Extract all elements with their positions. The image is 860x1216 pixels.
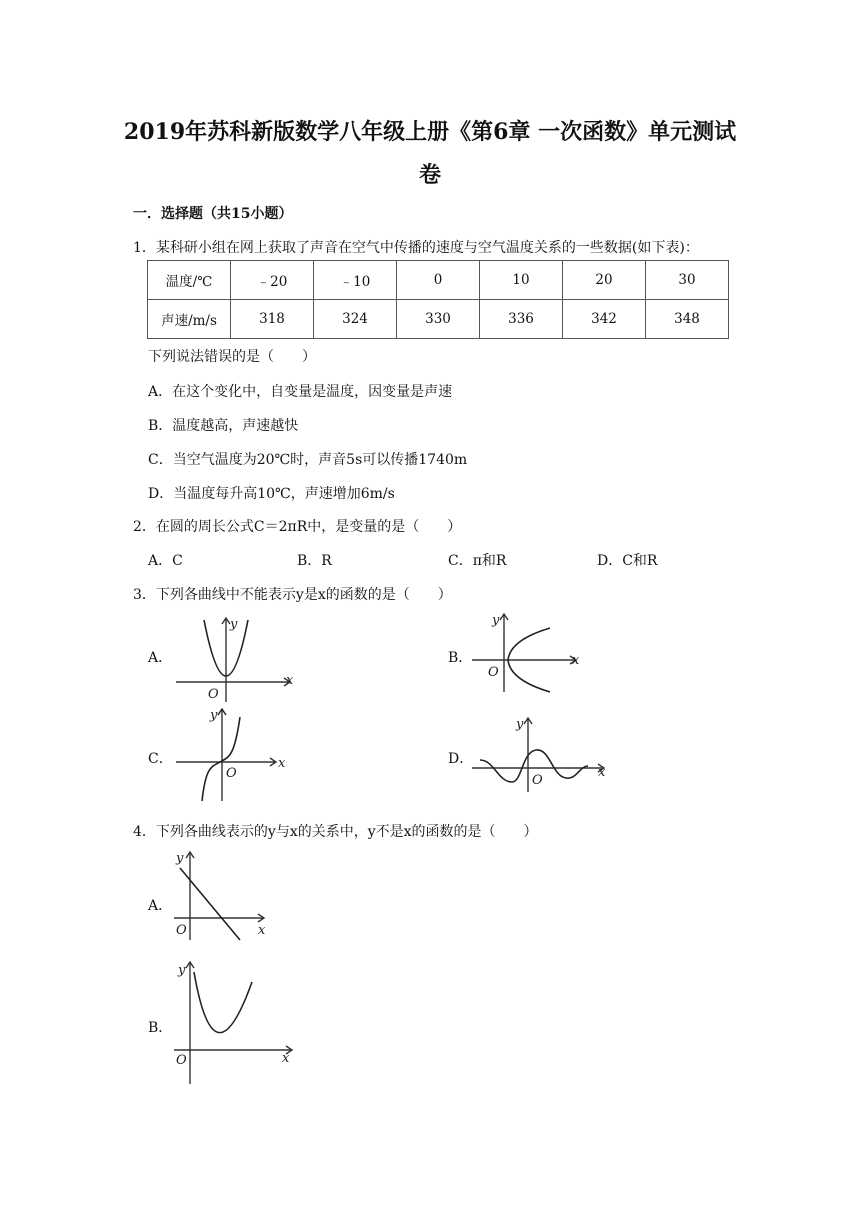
table-cell: 30 xyxy=(646,261,729,300)
q3-graph-b xyxy=(470,610,582,694)
q3-graph-a xyxy=(172,612,302,704)
axis-y-label: y xyxy=(230,617,238,632)
q4-graph-a xyxy=(170,848,274,944)
table-cell: 336 xyxy=(480,300,563,339)
table-cell: 318 xyxy=(231,300,314,339)
axis-x-label: x xyxy=(286,673,294,688)
axis-origin-label: O xyxy=(226,766,237,781)
table-cell: 温度/℃ xyxy=(148,261,231,300)
axis-x-label: x xyxy=(258,923,266,938)
table-cell: 0 xyxy=(397,261,480,300)
question-2-stem: 2．在圆的周长公式C＝2πR中，是变量的是（ ） xyxy=(133,519,462,535)
axis-y-label: y xyxy=(492,613,500,628)
document-title-line2: 卷 xyxy=(418,162,441,188)
table-cell: 330 xyxy=(397,300,480,339)
question-2-option-a: A．C xyxy=(148,553,183,569)
axis-y-label: y xyxy=(178,963,186,978)
question-2-option-b: B．R xyxy=(297,553,332,569)
axis-origin-label: O xyxy=(176,923,187,938)
question-1-option-c: C．当空气温度为20℃时，声音5s可以传播1740m xyxy=(148,452,468,468)
question-1-option-b: B．温度越高，声速越快 xyxy=(148,418,299,434)
question-1-prompt: 下列说法错误的是（ ） xyxy=(148,349,316,365)
question-3-option-c-label: C． xyxy=(148,751,173,767)
q4-graph-b xyxy=(170,958,300,1088)
table-row xyxy=(148,261,729,300)
table-cell: ﹣10 xyxy=(314,261,397,300)
document-title-line1: 2019年苏科新版数学八年级上册《第6章 一次函数》单元测试 xyxy=(123,119,737,145)
question-4-option-b-label: B． xyxy=(148,1020,173,1036)
question-1-option-a: A．在这个变化中，自变量是温度，因变量是声速 xyxy=(148,384,453,400)
axis-origin-label: O xyxy=(208,687,219,702)
question-3-stem: 3．下列各曲线中不能表示y是x的函数的是（ ） xyxy=(133,587,452,603)
axis-y-label: y xyxy=(210,708,218,723)
question-2-option-d: D．C和R xyxy=(597,553,658,569)
q3-graph-c xyxy=(172,705,290,803)
question-2-option-c: C．π和R xyxy=(448,553,507,569)
axis-x-label: x xyxy=(572,653,580,668)
question-1-option-d: D．当温度每升高10℃，声速增加6m/s xyxy=(148,486,395,502)
table-cell: 342 xyxy=(563,300,646,339)
question-3-option-b-label: B． xyxy=(448,650,473,666)
speed-temperature-table xyxy=(147,260,729,339)
question-4-stem: 4．下列各曲线表示的y与x的关系中，y不是x的函数的是（ ） xyxy=(133,824,538,840)
table-cell: 20 xyxy=(563,261,646,300)
axis-y-label: y xyxy=(176,851,184,866)
axis-y-label: y xyxy=(516,717,524,732)
axis-origin-label: O xyxy=(176,1053,187,1068)
axis-x-label: x xyxy=(278,756,286,771)
q3-graph-d xyxy=(470,712,610,794)
table-cell: 10 xyxy=(480,261,563,300)
table-cell: 声速/m/s xyxy=(148,300,231,339)
axis-origin-label: O xyxy=(532,773,543,788)
question-4-option-a-label: A． xyxy=(148,898,173,914)
axis-origin-label: O xyxy=(488,665,499,680)
axis-x-label: x xyxy=(598,765,606,780)
axis-x-label: x xyxy=(282,1051,290,1066)
question-3-option-a-label: A． xyxy=(148,650,173,666)
section-heading: 一．选择题（共15小题） xyxy=(133,206,293,222)
table-cell: ﹣20 xyxy=(231,261,314,300)
question-3-option-d-label: D． xyxy=(448,751,474,767)
question-1-stem: 1．某科研小组在网上获取了声音在空气中传播的速度与空气温度关系的一些数据(如下表)： xyxy=(133,240,699,256)
table-row xyxy=(148,300,729,339)
table-cell: 348 xyxy=(646,300,729,339)
table-cell: 324 xyxy=(314,300,397,339)
